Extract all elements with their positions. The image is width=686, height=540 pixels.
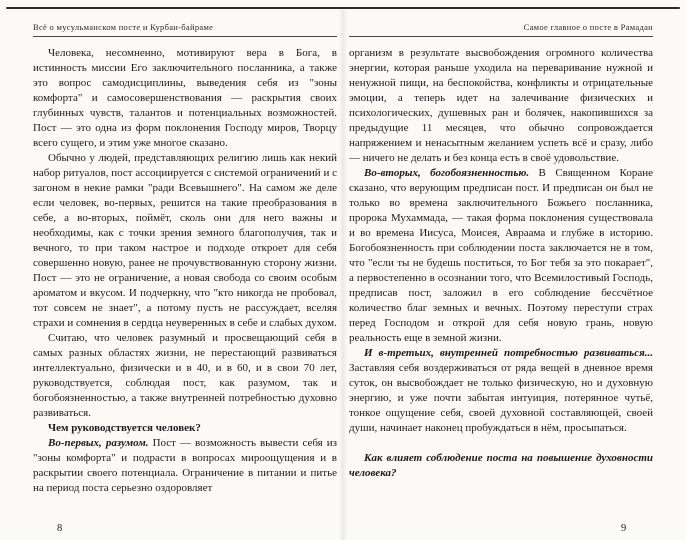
page-right [349, 22, 653, 481]
paragraph-text: В Священном Коране сказано, что верующим предписан пост. И предписан он был не только во времена заключительного Божьего посланника, пророка Мухаммада, — такая форма поклонения существовала и во времена Иисуса, Моисея, Авраама и глубже в историю. Богобоязненность при соблюдении поста заключается не в том, что "если ты не будешь поститься, то Бог тебя за это покарает", а первостепенно в осознании того, что Всемилостивый Господь, предписав пост, заложил в его соблюдение бессчётное количество благ земных и вечных. Поэтому переступи страх перед Господом и открой для себя новую грань, новую реальность еще в земной жизни. [349, 167, 653, 344]
page-left [33, 22, 337, 496]
page-gutter [339, 10, 347, 540]
emphasis-lead: Во-вторых, богобоязненностью. [364, 167, 530, 179]
paragraph [349, 166, 653, 346]
page-number-right: 9 [621, 523, 627, 534]
page-body-right [349, 46, 653, 481]
paragraph: Считаю, что человек разумный и просвещающий себя в самых разных областях жизни, не перестающий развиваться интеллектуально, физически и в 40, и в 60, и в свои 70 лет, руководствуется, соблюдая пост, как разумом, так и богобоязненностью, а также внутренней потребностью духовно развиваться. [33, 332, 337, 419]
paragraph-text: Пост — возможность вывести себя из "зоны комфорта" и подрасти в вопросах мироощущения и в раскрытии своего потенциала. Ограничение в питании и питье на период поста серьезно оздоровляет [33, 437, 337, 494]
paragraph [33, 436, 337, 496]
paragraph-continuation: организм в результате высвобождения огромного количества энергии, которая раньше уходила на переваривание нужной и ненужной пищи, на беспокойства, конфликты и отрицательные эмоции, а теперь идет на залечивание физических и психологических, душевных ран и болячек, накопившихся за предыдущие 11 месяцев, что обычно сопровождается напряжением и ненасытным желанием успеть всё и сразу, либо — ничего не делать и без конца есть в своё удовольствие. [349, 47, 653, 164]
page-body-left [33, 46, 337, 496]
paragraph: Человека, несомненно, мотивируют вера в Бога, в истинность миссии Его заключительного посланника, а также это вопрос самодисциплины, выведения себя из "зоны комфорта" и самосовершенствования — раскрытия своих глубинных чувств, талантов и потенциальных возможностей. Пост — это одна из форм поклонения Господу миров, Творцу всего сущего, и этим уже многое сказано. [33, 47, 337, 149]
emphasis-lead: Во-первых, разумом. [48, 437, 149, 449]
paragraph: Обычно у людей, представляющих религию лишь как некий набор ритуалов, пост ассоциируется с системой ограничений и с загоном в некие рамки "ради Всевышнего". На самом же деле если человек, во-первых, решится на такие преобразования в себе, а во-вторых, поймёт, сколь они для него важны и необходимы, как с точки зрения земного благополучия, так и вечного, то при таком настрое и подходе откроет для себя совершенно новую, ранее не прочувствованную сторону жизни. Пост — это не ограничение, а новая свобода со своим особым ароматом и вкусом. И подчеркну, что "кто никогда не пробовал, тот совсем не знает", а потому пусть не рассуждает, вселяя страхи и сомнения в сердца неуверенных в себе и слабых духом. [33, 152, 337, 329]
section-heading: Чем руководствуется человек? [48, 422, 201, 434]
emphasis-lead: И в-третьих, внутренней потребностью развиваться... [364, 347, 653, 359]
running-header-right: Самое главное о посте в Рамадан [349, 22, 653, 37]
running-header-left: Всё о мусульманском посте и Курбан-байраме [33, 22, 337, 37]
question-heading: Как влияет соблюдение поста на повышение духовности человека? [349, 452, 653, 479]
paragraph-text: Заставляя себя воздерживаться от ряда вещей в дневное время суток, он высвобождает не только физическую, но и духовную энергию, и уже почти забытая интуиция, потерянное чутьё, тонкое ощущение себя, своей духовной составляющей, своей души, начинает наконец пробуждаться в нём, просыпаться. [349, 362, 653, 434]
book-top-edge [6, 7, 680, 9]
paragraph [349, 346, 653, 436]
page-number-left: 8 [57, 523, 63, 534]
